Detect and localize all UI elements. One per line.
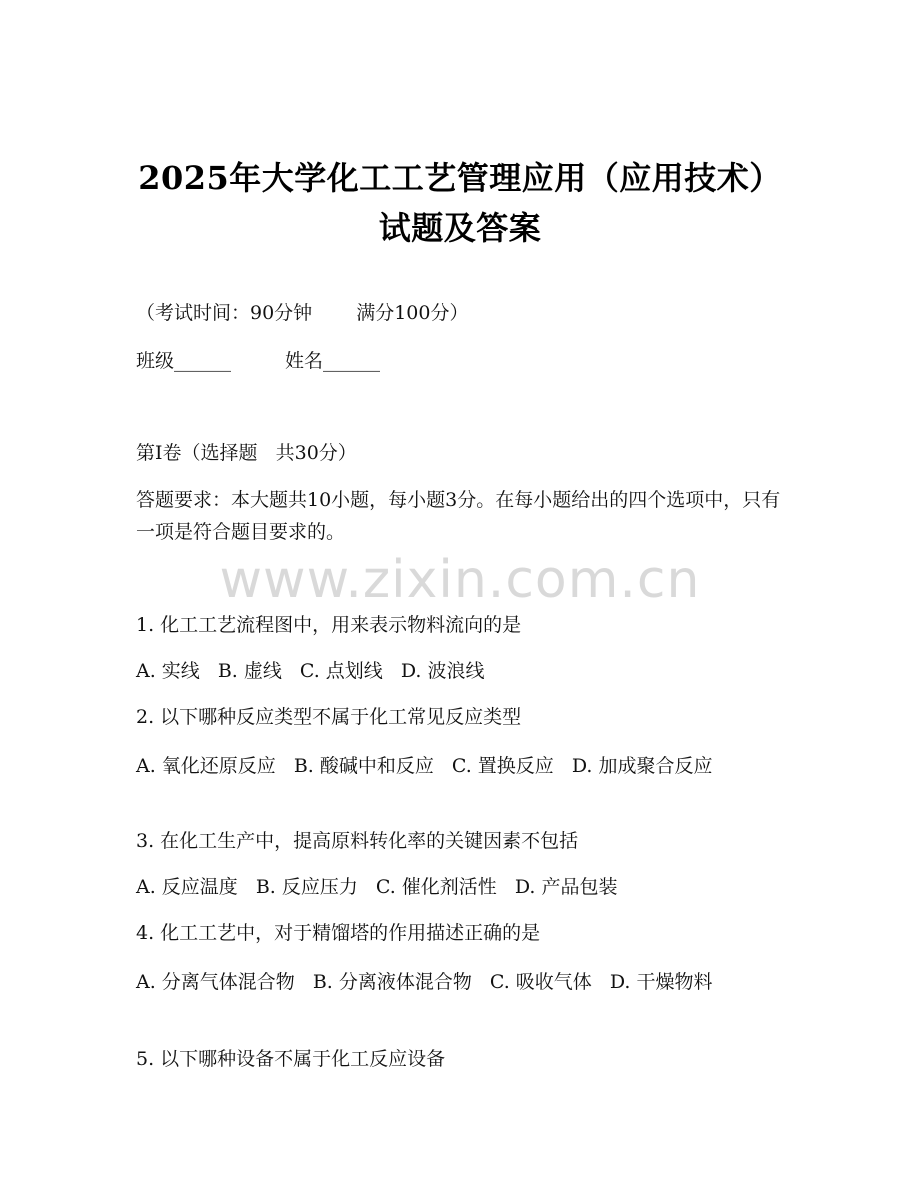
- class-field-label: 班级______: [136, 350, 232, 372]
- option-c: C. 点划线: [299, 660, 383, 682]
- exam-time-info: （考试时间：90分钟: [136, 302, 313, 324]
- option-b: B. 分离液体混合物: [312, 971, 472, 993]
- option-d: D. 产品包装: [514, 876, 618, 898]
- question-options: [136, 750, 776, 782]
- option-c: C. 催化剂活性: [375, 876, 497, 898]
- section-heading: 第I卷（选择题 共30分）: [136, 442, 357, 464]
- option-b: B. 虚线: [217, 660, 282, 682]
- student-info: [136, 348, 786, 374]
- name-field-label: 姓名______: [285, 350, 381, 372]
- option-a: A. 反应温度: [136, 876, 238, 898]
- question-options: [136, 874, 786, 900]
- question-stem: 3. 在化工生产中，提高原料转化率的关键因素不包括: [136, 830, 579, 852]
- watermark: www.zixin.com.cn: [219, 550, 701, 610]
- option-b: B. 反应压力: [255, 876, 358, 898]
- option-d: D. 加成聚合反应: [571, 755, 713, 777]
- question-stem: 1. 化工工艺流程图中，用来表示物料流向的是: [136, 614, 522, 636]
- option-d: D. 波浪线: [400, 660, 485, 682]
- option-c: C. 吸收气体: [489, 971, 592, 993]
- answer-instructions: 答题要求：本大题共10小题，每小题3分。在每小题给出的四个选项中，只有一项是符合题目要求的。: [136, 489, 781, 543]
- question-stem: 5. 以下哪种设备不属于化工反应设备: [136, 1048, 446, 1070]
- exam-meta: [136, 300, 786, 326]
- exam-title-line2: 试题及答案: [378, 209, 542, 247]
- exam-score-info: 满分100分）: [356, 302, 469, 324]
- question-stem: 4. 化工工艺中，对于精馏塔的作用描述正确的是: [136, 922, 541, 944]
- question-options: [136, 966, 776, 998]
- exam-title-line1: 2025年大学化工工艺管理应用（应用技术）: [138, 159, 782, 197]
- option-d: D. 干燥物料: [609, 971, 713, 993]
- question-stem: 2. 以下哪种反应类型不属于化工常见反应类型: [136, 706, 522, 728]
- option-a: A. 实线: [136, 660, 200, 682]
- option-a: A. 分离气体混合物: [136, 971, 295, 993]
- option-a: A. 氧化还原反应: [136, 755, 276, 777]
- option-c: C. 置换反应: [451, 755, 554, 777]
- question-options: [136, 658, 786, 684]
- option-b: B. 酸碱中和反应: [293, 755, 434, 777]
